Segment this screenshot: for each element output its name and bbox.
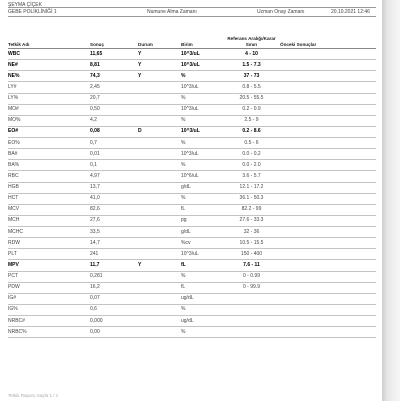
footer-text: Tetkik Raporu Sayfa 1 / 1 [8,393,59,398]
unit-cell: % [181,115,223,126]
table-row [8,227,376,238]
unit-cell: 10^3/uL [181,104,223,115]
reference-cell: 1.5 - 7.3 [223,60,280,71]
status-cell [138,293,181,304]
test-cell: IG% [8,304,90,315]
result-cell: 0,50 [90,104,138,115]
table-row [8,282,376,293]
unit-cell: pg [181,215,223,226]
previous-cell [280,138,376,149]
unit-cell: 10^3/uL [181,249,223,260]
previous-cell [280,160,376,171]
unit-cell: % [181,138,223,149]
previous-cell [280,271,376,282]
reference-cell: 27.6 - 33.3 [223,215,280,226]
clinic-name: GEBE POLİKLİNİĞİ 1 [8,9,57,15]
previous-cell [280,204,376,215]
test-cell: MCV [8,204,90,215]
status-cell [138,227,181,238]
result-cell: 0,6 [90,304,138,315]
status-cell [138,304,181,315]
test-cell: HGB [8,182,90,193]
status-cell [138,182,181,193]
test-cell: WBC [8,49,90,60]
results-table [8,22,376,338]
result-cell: 14,7 [90,238,138,249]
test-cell: NRBC% [8,327,90,338]
status-cell [138,82,181,93]
unit-cell: 10^3/uL [181,149,223,160]
previous-cell [280,82,376,93]
col-header-result: Sonuç [90,22,138,49]
status-cell: Y [138,260,181,271]
previous-cell [280,249,376,260]
previous-cell [280,293,376,304]
test-cell: LY% [8,93,90,104]
result-cell: 0,00 [90,327,138,338]
previous-cell [280,227,376,238]
status-cell: Y [138,60,181,71]
result-cell: 33,5 [90,227,138,238]
reference-cell: 20.5 - 55.5 [223,93,280,104]
reference-cell: 12.1 - 17.2 [223,182,280,193]
unit-cell: ug/dL [181,316,223,327]
test-cell: NE# [8,60,90,71]
result-cell: 0,08 [90,126,138,137]
test-cell: MPV [8,260,90,271]
table-row [8,126,376,137]
sample-time-label: Numune Alma Zamanı [147,9,197,15]
previous-cell [280,316,376,327]
status-cell [138,271,181,282]
previous-cell [280,49,376,60]
unit-cell: % [181,271,223,282]
previous-cell [280,71,376,82]
result-cell: 20,7 [90,93,138,104]
result-cell: 4,2 [90,115,138,126]
result-cell: 16,2 [90,282,138,293]
table-row [8,82,376,93]
table-row [8,104,376,115]
reference-cell: 0 - 99.9 [223,282,280,293]
reference-cell: 0.2 - 8.6 [223,126,280,137]
test-cell: NE% [8,71,90,82]
test-cell: PDW [8,282,90,293]
status-cell [138,282,181,293]
table-row [8,49,376,60]
col-header-unit: Birim [181,22,223,49]
previous-cell [280,327,376,338]
previous-cell [280,182,376,193]
unit-cell: % [181,160,223,171]
status-cell: Y [138,49,181,60]
previous-cell [280,193,376,204]
reference-cell: 0.5 - 6 [223,138,280,149]
table-row [8,249,376,260]
unit-cell: 10^3/uL [181,49,223,60]
previous-cell [280,93,376,104]
status-cell [138,171,181,182]
test-cell: NRBC# [8,316,90,327]
header-divider-top [8,7,376,8]
unit-cell: 10^3/uL [181,82,223,93]
col-header-previous: Önceki Sonuçlar [280,22,376,49]
approval-time-label: Uzman Onay Zamanı [257,9,305,15]
test-cell: EO# [8,126,90,137]
reference-cell: 37 - 73 [223,71,280,82]
reference-cell: 10.5 - 15.5 [223,238,280,249]
previous-cell [280,260,376,271]
test-cell: EO% [8,138,90,149]
page-edge-shadow [382,0,400,401]
previous-cell [280,238,376,249]
test-cell: HCT [8,193,90,204]
status-cell [138,104,181,115]
patient-name: ŞEYMA ÇİÇEK [8,2,42,8]
status-cell [138,160,181,171]
table-row [8,160,376,171]
test-cell: MO% [8,115,90,126]
result-cell: 74,3 [90,71,138,82]
result-cell: 8,81 [90,60,138,71]
table-row [8,238,376,249]
previous-cell [280,60,376,71]
result-cell: 41,0 [90,193,138,204]
results-body [8,49,376,338]
table-row [8,204,376,215]
test-cell: PLT [8,249,90,260]
table-row [8,316,376,327]
previous-cell [280,104,376,115]
col-header-reference: Referans Aralığı/Karar Sınırı [223,22,280,49]
reference-cell: 0.2 - 0.9 [223,104,280,115]
status-cell [138,215,181,226]
unit-cell: fL [181,282,223,293]
reference-cell: 0 - 0.99 [223,271,280,282]
table-row [8,215,376,226]
reference-cell: 32 - 36 [223,227,280,238]
reference-cell [223,293,280,304]
test-cell: LY# [8,82,90,93]
test-cell: MO# [8,104,90,115]
result-cell: 0,07 [90,293,138,304]
test-cell: MCH [8,215,90,226]
result-cell: 11,7 [90,260,138,271]
test-cell: PCT [8,271,90,282]
result-cell: 27,6 [90,215,138,226]
test-cell: BA% [8,160,90,171]
table-row [8,60,376,71]
status-cell [138,193,181,204]
unit-cell: 10^3/uL [181,60,223,71]
reference-cell: 36.1 - 50.3 [223,193,280,204]
reference-cell: 82.2 - 99 [223,204,280,215]
unit-cell: 10^6/uL [181,171,223,182]
result-cell: 82,6 [90,204,138,215]
result-cell: 13,7 [90,182,138,193]
previous-cell [280,282,376,293]
previous-cell [280,171,376,182]
unit-cell: % [181,327,223,338]
result-cell: 4,97 [90,171,138,182]
unit-cell: fL [181,204,223,215]
result-cell: 0,7 [90,138,138,149]
status-cell [138,138,181,149]
table-row [8,327,376,338]
status-cell [138,327,181,338]
previous-cell [280,126,376,137]
status-cell [138,115,181,126]
result-cell: 0,000 [90,316,138,327]
previous-cell [280,115,376,126]
status-cell [138,238,181,249]
unit-cell: % [181,93,223,104]
table-row [8,193,376,204]
reference-cell [223,327,280,338]
result-cell: 11,65 [90,49,138,60]
table-row [8,138,376,149]
test-cell: IG# [8,293,90,304]
test-cell: RDW [8,238,90,249]
approval-time-value: 20.10.2021 12:46 [331,9,370,15]
result-cell: 0,1 [90,160,138,171]
table-row [8,182,376,193]
test-cell: MCHC [8,227,90,238]
unit-cell: g/dL [181,182,223,193]
reference-cell [223,304,280,315]
result-cell: 241 [90,249,138,260]
table-row [8,149,376,160]
result-cell: 0,281 [90,271,138,282]
status-cell: D [138,126,181,137]
reference-cell: 2.5 - 9 [223,115,280,126]
table-row [8,171,376,182]
table-row [8,71,376,82]
status-cell [138,93,181,104]
reference-cell: 0.8 - 5.5 [223,82,280,93]
table-row [8,260,376,271]
status-cell [138,316,181,327]
unit-cell: ug/dL [181,293,223,304]
previous-cell [280,149,376,160]
col-header-test: Tetkik Adı [8,22,90,49]
table-row [8,304,376,315]
test-cell: RBC [8,171,90,182]
test-cell: BA# [8,149,90,160]
col-header-status: Durum [138,22,181,49]
unit-cell: fL [181,260,223,271]
reference-cell: 3.6 - 5.7 [223,171,280,182]
unit-cell: g/dL [181,227,223,238]
reference-cell: 4 - 10 [223,49,280,60]
reference-cell: 0.0 - 0.2 [223,149,280,160]
table-row [8,293,376,304]
previous-cell [280,304,376,315]
table-row [8,93,376,104]
unit-cell: %cv [181,238,223,249]
status-cell [138,204,181,215]
unit-cell: % [181,71,223,82]
header-divider-bottom [8,16,376,17]
table-row [8,115,376,126]
status-cell: Y [138,71,181,82]
table-header-row [8,22,376,49]
result-cell: 0,01 [90,149,138,160]
unit-cell: % [181,304,223,315]
reference-cell: 150 - 400 [223,249,280,260]
result-cell: 2,45 [90,82,138,93]
unit-cell: % [181,193,223,204]
status-cell [138,249,181,260]
reference-cell: 0.0 - 2.0 [223,160,280,171]
table-row [8,271,376,282]
status-cell [138,149,181,160]
unit-cell: 10^3/uL [181,126,223,137]
previous-cell [280,215,376,226]
reference-cell: 7.6 - 11 [223,260,280,271]
reference-cell [223,316,280,327]
